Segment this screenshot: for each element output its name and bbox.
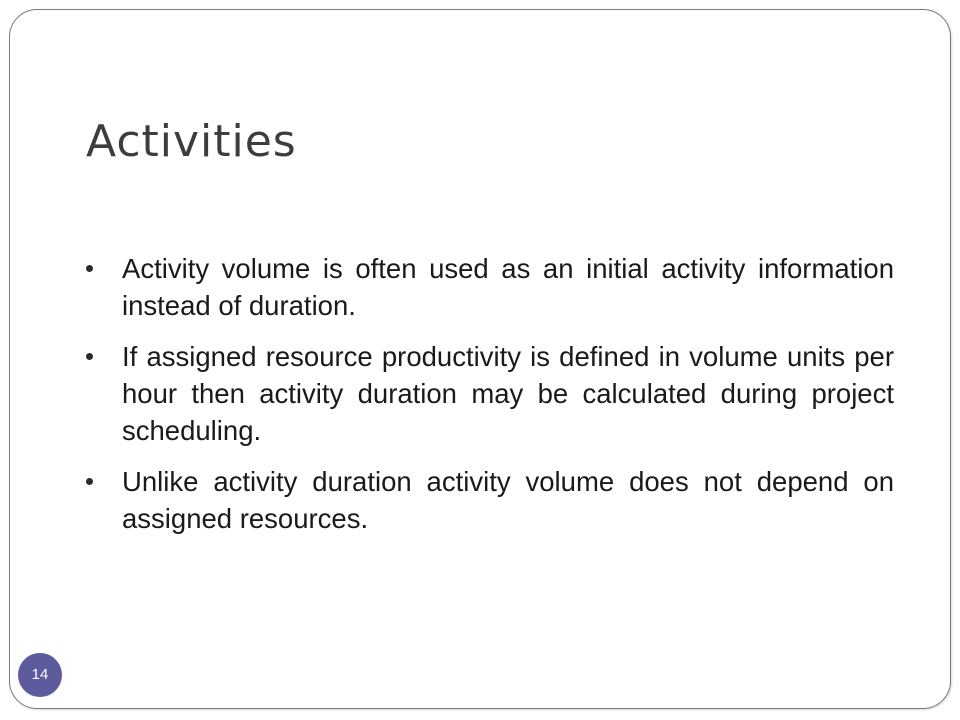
bullet-text: Unlike activity duration activity volume does not depend on assigned resources. [122, 466, 894, 534]
bullet-text: Activity volume is often used as an initial activity information instead of duration. [122, 253, 894, 321]
bullet-list [86, 250, 894, 551]
page-number-badge: 14 [18, 653, 62, 697]
bullet-item [86, 463, 894, 537]
bullet-dot-icon [86, 478, 93, 485]
bullet-item [86, 250, 894, 324]
bullet-dot-icon [86, 353, 93, 360]
bullet-dot-icon [86, 265, 93, 272]
bullet-text: If assigned resource productivity is defined in volume units per hour then activity duration may be calculated during project scheduling. [122, 341, 894, 446]
slide-title: Activities [86, 116, 297, 167]
bullet-item [86, 338, 894, 449]
